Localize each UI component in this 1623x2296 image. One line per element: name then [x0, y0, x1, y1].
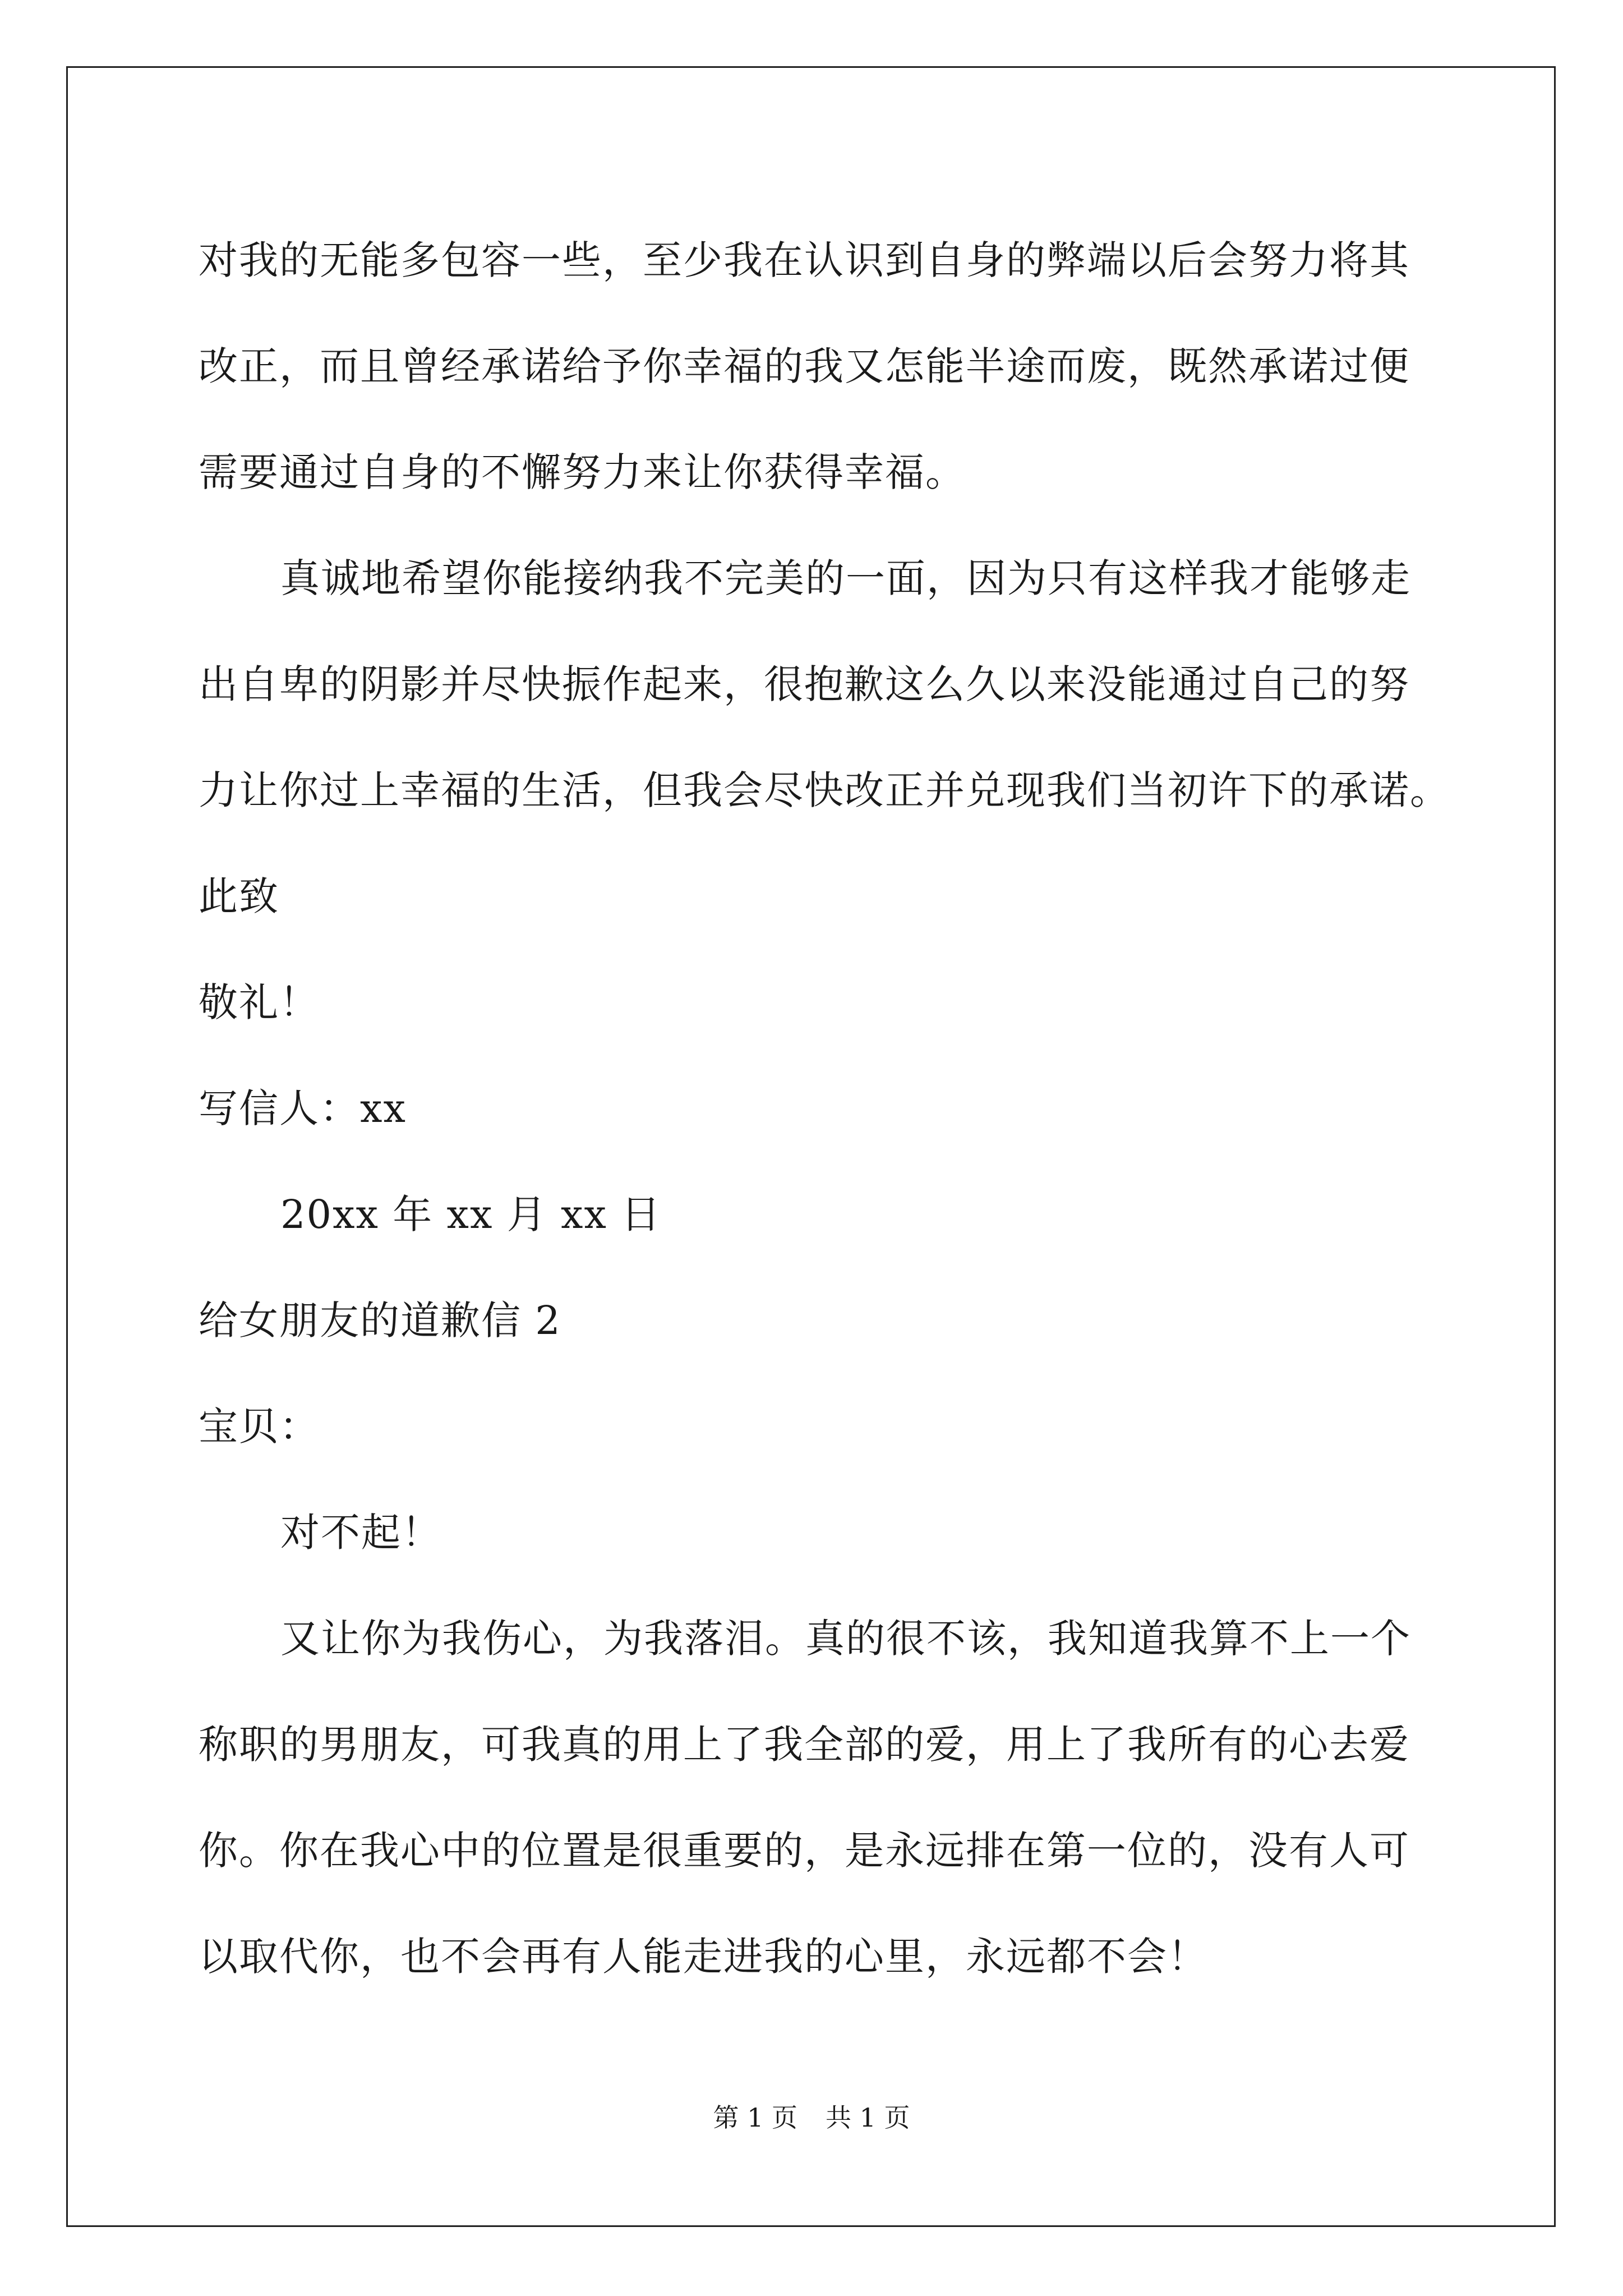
text-line: 你。你在我心中的位置是很重要的，是永远排在第一位的，没有人可 [199, 1828, 1410, 1874]
text-line: 对不起！ [280, 1510, 442, 1556]
letter-greeting: 宝贝： [199, 1404, 320, 1450]
page-total: 共 1 页 [826, 2102, 910, 2133]
letter-body [199, 208, 1488, 2010]
text-line: 改正，而且曾经承诺给予你幸福的我又怎能半途而废，既然承诺过便 [199, 343, 1410, 389]
page-number: 第 1 页 [713, 2102, 797, 2133]
closing-regards: 敬礼！ [199, 979, 320, 1025]
text-line: 需要通过自身的不懈努力来让你获得幸福。 [199, 449, 966, 495]
letter-date: 20xx 年 xx 月 xx 日 [280, 1191, 662, 1237]
text-line: 以取代你，也不会再有人能走进我的心里，永远都不会！ [199, 1934, 1208, 1980]
text-line: 称职的男朋友，可我真的用上了我全部的爱，用上了我所有的心去爱 [199, 1722, 1410, 1768]
closing-salutation: 此致 [199, 873, 279, 919]
page-footer [0, 2101, 1623, 2134]
text-line: 对我的无能多包容一些，至少我在认识到自身的弊端以后会努力将其 [199, 237, 1410, 283]
text-line: 力让你过上幸福的生活，但我会尽快改正并兑现我们当初许下的承诺。 [199, 767, 1450, 813]
text-line: 出自卑的阴影并尽快振作起来，很抱歉这么久以来没能通过自己的努 [199, 661, 1410, 707]
text-line: 真诚地希望你能接纳我不完美的一面，因为只有这样我才能够走 [280, 555, 1411, 601]
letter-signature: 写信人：xx [199, 1085, 407, 1131]
text-line: 又让你为我伤心，为我落泪。真的很不该，我知道我算不上一个 [280, 1616, 1411, 1662]
section-title: 给女朋友的道歉信 2 [199, 1297, 561, 1343]
